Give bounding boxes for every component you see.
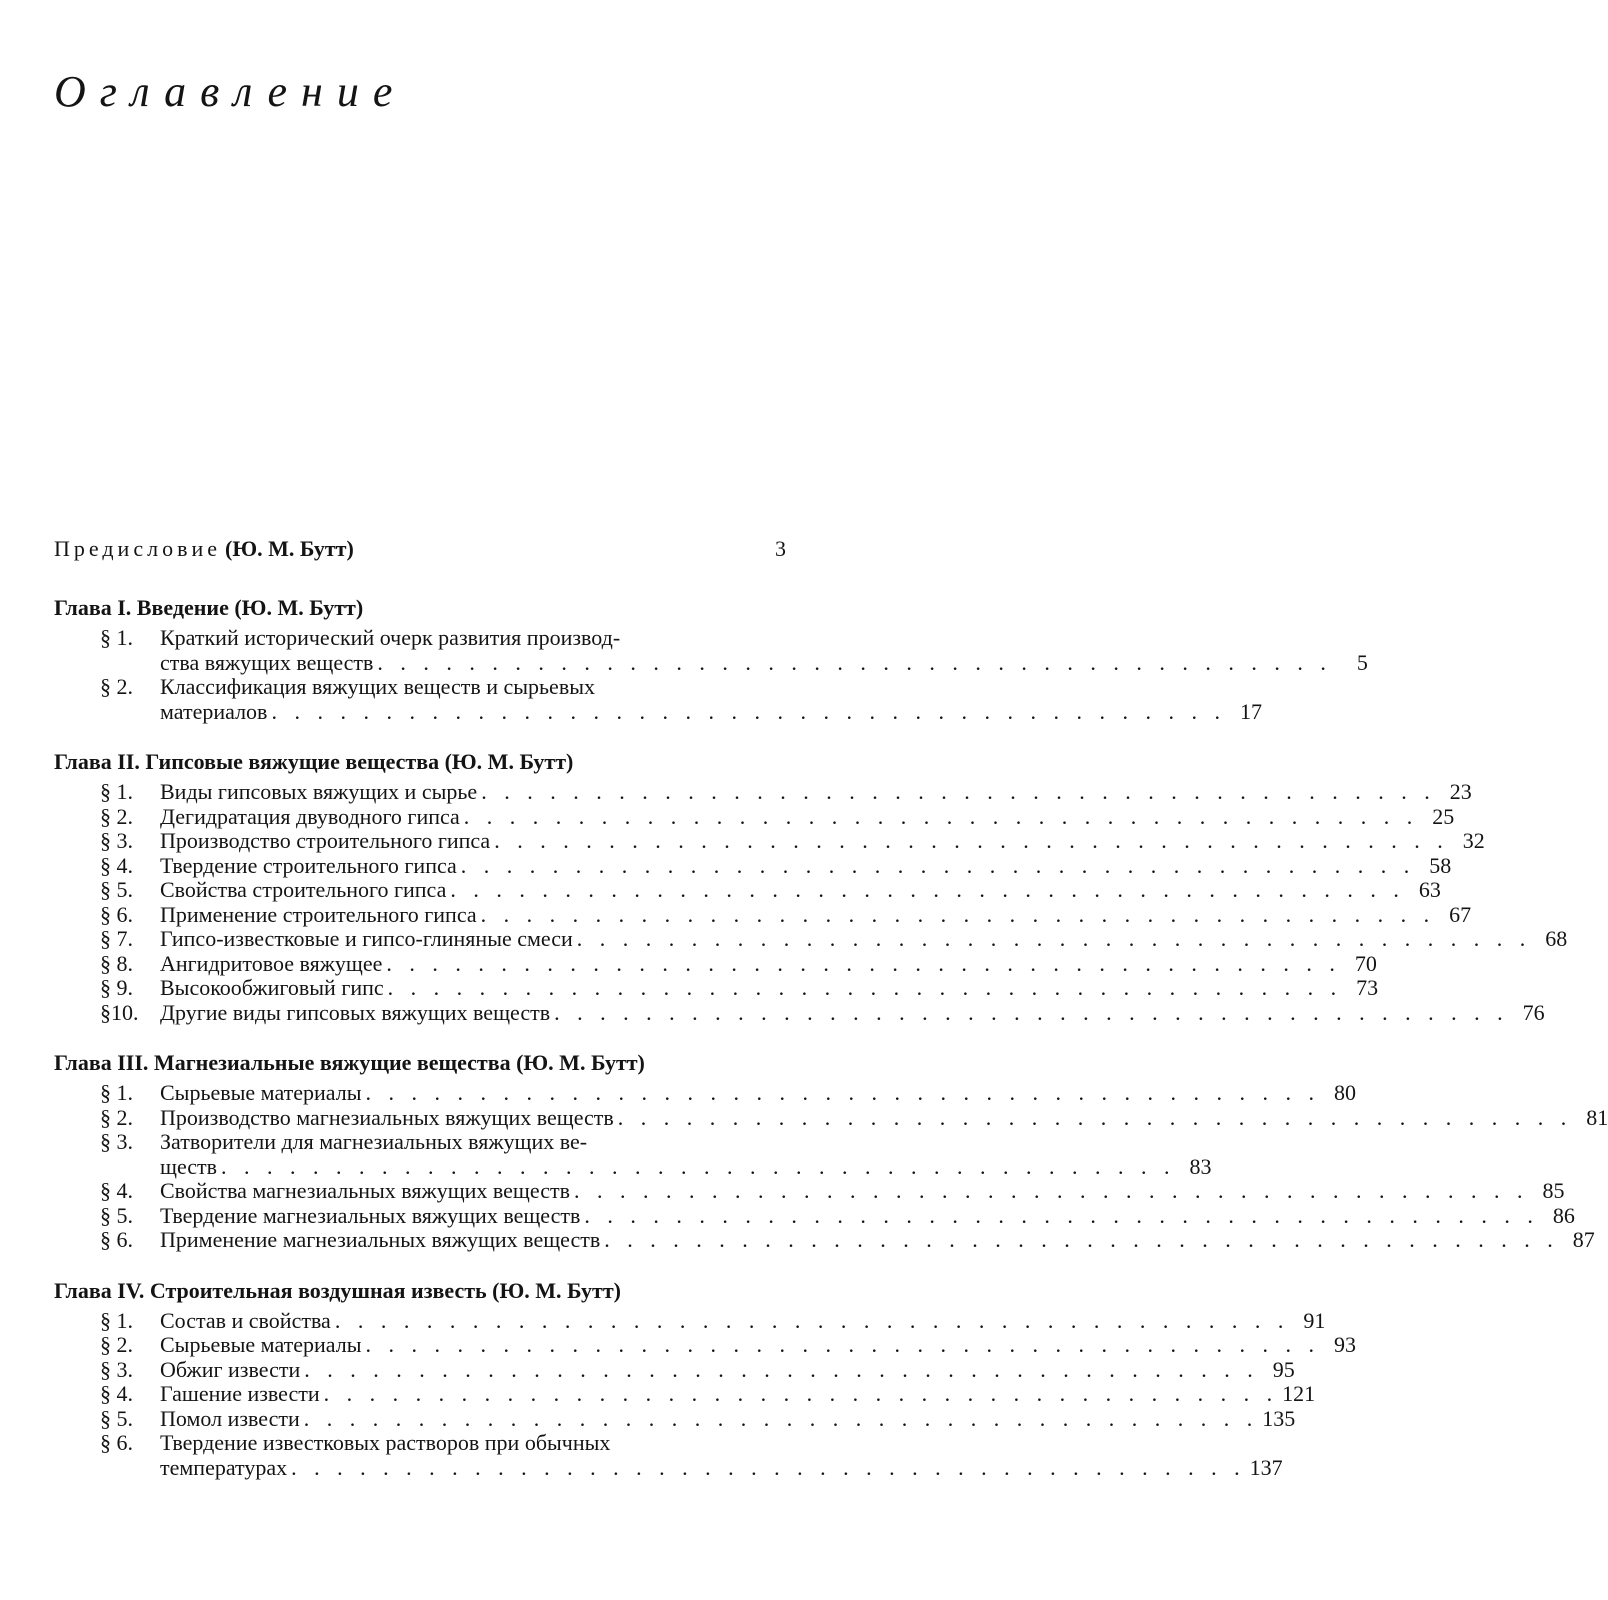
dot-leader bbox=[291, 1456, 1246, 1481]
section-title-continued: ществ bbox=[160, 1153, 218, 1179]
section-number: § 3. bbox=[100, 1356, 133, 1382]
toc-entry bbox=[100, 926, 1568, 952]
page-title: Оглавление bbox=[54, 67, 407, 116]
section-number: § 9. bbox=[100, 975, 133, 1000]
page-number: 76 bbox=[1522, 999, 1545, 1025]
page-number: 121 bbox=[1282, 1381, 1316, 1406]
toc-entry bbox=[100, 1381, 1316, 1407]
page-number: 95 bbox=[1272, 1356, 1295, 1382]
section-number: § 2. bbox=[100, 1332, 133, 1357]
page-number: 58 bbox=[1429, 852, 1452, 878]
section-list bbox=[54, 1080, 1608, 1253]
section-title: Твердение строительного гипса bbox=[160, 852, 457, 878]
section-title: Свойства строительного гипса bbox=[160, 877, 447, 902]
dot-leader bbox=[366, 1081, 1321, 1106]
section-title: Ангидритовое вяжущее bbox=[160, 950, 383, 976]
section-title: Классификация вяжущих веществ и сырьевых bbox=[160, 674, 595, 699]
toc-entry bbox=[100, 1405, 1296, 1432]
section-title: Помол извести bbox=[160, 1405, 300, 1431]
dot-leader bbox=[386, 952, 1341, 977]
page-number: 17 bbox=[1239, 698, 1262, 724]
dot-leader bbox=[335, 1309, 1290, 1334]
section-number: § 1. bbox=[100, 779, 133, 804]
page-number: 137 bbox=[1249, 1454, 1283, 1480]
toc-entry bbox=[100, 901, 1472, 928]
section-title: Твердение известковых растворов при обычных bbox=[160, 1430, 611, 1455]
toc-chapter bbox=[54, 1273, 1357, 1481]
toc-entry bbox=[100, 803, 1455, 830]
dot-leader bbox=[388, 976, 1343, 1001]
section-number: § 6. bbox=[100, 901, 133, 927]
toc-entry bbox=[100, 1332, 1357, 1358]
section-number: § 2. bbox=[100, 1104, 133, 1130]
section-title-continued: материалов bbox=[160, 698, 268, 724]
section-number: § 4. bbox=[100, 852, 133, 878]
toc-entry bbox=[100, 625, 1368, 675]
dot-leader bbox=[461, 854, 1416, 879]
section-number: § 6. bbox=[100, 1227, 133, 1252]
dot-leader bbox=[366, 1333, 1321, 1358]
page-number: 80 bbox=[1334, 1080, 1357, 1105]
dot-leader bbox=[304, 1407, 1259, 1432]
page-number: 5 bbox=[1356, 649, 1368, 675]
page-number: 81 bbox=[1586, 1104, 1608, 1130]
toc-entry bbox=[100, 674, 1262, 724]
page-number: 135 bbox=[1262, 1405, 1296, 1431]
toc-entry bbox=[100, 1080, 1357, 1106]
page-number: 73 bbox=[1356, 975, 1379, 1000]
section-number: § 3. bbox=[100, 828, 133, 853]
section-title: Применение магнезиальных вяжущих веществ bbox=[160, 1227, 601, 1252]
section-number: § 4. bbox=[100, 1178, 133, 1203]
section-number: § 3. bbox=[100, 1129, 133, 1154]
dot-leader bbox=[377, 651, 1332, 676]
toc-entry bbox=[100, 779, 1472, 805]
section-number: § 5. bbox=[100, 877, 133, 902]
section-title: Твердение магнезиальных вяжущих веществ bbox=[160, 1202, 581, 1228]
dot-leader bbox=[577, 927, 1532, 952]
dot-leader bbox=[271, 700, 1226, 725]
page-number: 67 bbox=[1449, 901, 1472, 927]
preface-author: (Ю. М. Бутт) bbox=[225, 536, 354, 561]
section-number: § 5. bbox=[100, 1202, 133, 1228]
dot-leader bbox=[554, 1001, 1509, 1026]
section-number: § 6. bbox=[100, 1430, 133, 1455]
page-number: 23 bbox=[1449, 779, 1472, 804]
toc-chapter bbox=[54, 1045, 1608, 1253]
page-number: 25 bbox=[1432, 803, 1455, 829]
section-title: Гашение извести bbox=[160, 1381, 320, 1406]
toc-entry bbox=[100, 999, 1545, 1026]
page-number: 87 bbox=[1572, 1227, 1595, 1252]
chapter-title: Глава II. Гипсовые вяжущие вещества (Ю. М. Бутт) bbox=[54, 749, 574, 774]
dot-leader bbox=[324, 1382, 1279, 1407]
section-title: Гипсо-известковые и гипсо-глиняные смеси bbox=[160, 926, 573, 951]
page-number: 68 bbox=[1545, 926, 1568, 951]
dot-leader bbox=[450, 878, 1405, 903]
section-list bbox=[54, 779, 1568, 1025]
toc-entry bbox=[100, 852, 1452, 879]
section-title: Высокообжиговый гипс bbox=[160, 975, 384, 1000]
dot-leader bbox=[604, 1228, 1559, 1253]
page-number: 83 bbox=[1189, 1153, 1212, 1179]
chapter-list bbox=[54, 590, 1608, 1480]
dot-leader bbox=[481, 903, 1436, 928]
section-number: § 1. bbox=[100, 1080, 133, 1105]
toc-chapter bbox=[54, 744, 1568, 1025]
page-number: 32 bbox=[1462, 828, 1485, 853]
toc-entry bbox=[100, 950, 1377, 977]
page-number: 3 bbox=[775, 536, 786, 561]
dot-leader bbox=[618, 1106, 1573, 1131]
toc-entry bbox=[100, 1430, 1283, 1480]
chapter-title: Глава IV. Строительная воздушная известь (Ю. М. Бутт) bbox=[54, 1277, 621, 1303]
section-title: Состав и свойства bbox=[160, 1307, 331, 1333]
section-title: Сырьевые материалы bbox=[160, 1332, 362, 1357]
section-title: Обжиг извести bbox=[160, 1356, 301, 1382]
table-of-contents bbox=[54, 536, 1608, 1480]
section-number: §10. bbox=[100, 999, 139, 1025]
section-title: Производство магнезиальных вяжущих веществ bbox=[160, 1104, 614, 1130]
toc-entry bbox=[100, 1178, 1565, 1204]
dot-leader bbox=[494, 829, 1449, 854]
page-number: 63 bbox=[1418, 877, 1441, 902]
toc-entry-preface bbox=[54, 536, 786, 570]
page-number: 70 bbox=[1354, 950, 1377, 976]
section-number: § 1. bbox=[100, 1307, 133, 1333]
toc-entry bbox=[100, 1129, 1212, 1179]
dot-leader bbox=[221, 1155, 1176, 1180]
section-title-continued: температурах bbox=[160, 1454, 288, 1480]
section-list bbox=[54, 625, 1368, 724]
section-title: Затворители для магнезиальных вяжущих ве- bbox=[160, 1129, 588, 1154]
section-number: § 7. bbox=[100, 926, 133, 951]
section-title: Производство строительного гипса bbox=[160, 828, 491, 853]
section-title: Другие виды гипсовых вяжущих веществ bbox=[160, 999, 551, 1025]
toc-entry bbox=[100, 828, 1485, 854]
section-number: § 8. bbox=[100, 950, 133, 976]
section-number: § 2. bbox=[100, 803, 133, 829]
section-list bbox=[54, 1307, 1357, 1481]
section-title: Свойства магнезиальных вяжущих веществ bbox=[160, 1178, 570, 1203]
toc-entry bbox=[100, 1202, 1575, 1229]
toc-entry bbox=[100, 1307, 1326, 1334]
section-title: Виды гипсовых вяжущих и сырье bbox=[160, 779, 478, 804]
chapter-title: Глава I. Введение (Ю. М. Бутт) bbox=[54, 595, 364, 620]
section-title: Сырьевые материалы bbox=[160, 1080, 362, 1105]
dot-leader bbox=[481, 780, 1436, 805]
dot-leader bbox=[464, 805, 1419, 830]
section-title-continued: ства вяжущих веществ bbox=[160, 649, 374, 675]
section-number: § 4. bbox=[100, 1381, 133, 1406]
toc-entry bbox=[100, 1356, 1295, 1383]
section-number: § 2. bbox=[100, 674, 133, 699]
toc-entry bbox=[100, 1227, 1595, 1253]
section-number: § 1. bbox=[100, 625, 133, 650]
toc-chapter bbox=[54, 590, 1368, 724]
dot-leader bbox=[584, 1204, 1539, 1229]
section-title: Дегидратация двуводного гипса bbox=[160, 803, 460, 829]
toc-entry bbox=[100, 1104, 1608, 1131]
page-number: 91 bbox=[1303, 1307, 1326, 1333]
section-title: Краткий исторический очерк развития производ- bbox=[160, 625, 621, 650]
toc-entry bbox=[100, 877, 1441, 903]
page-number: 93 bbox=[1334, 1332, 1357, 1357]
page-number: 86 bbox=[1552, 1202, 1575, 1228]
dot-leader bbox=[574, 1179, 1529, 1204]
section-number: § 5. bbox=[100, 1405, 133, 1431]
toc-entry bbox=[100, 975, 1379, 1001]
chapter-title: Глава III. Магнезиальные вяжущие вещества (Ю. М. Бутт) bbox=[54, 1050, 645, 1075]
section-title: Применение строительного гипса bbox=[160, 901, 477, 927]
page-number: 85 bbox=[1542, 1178, 1565, 1203]
dot-leader bbox=[304, 1358, 1259, 1383]
preface-label: Предисловие bbox=[54, 536, 221, 561]
